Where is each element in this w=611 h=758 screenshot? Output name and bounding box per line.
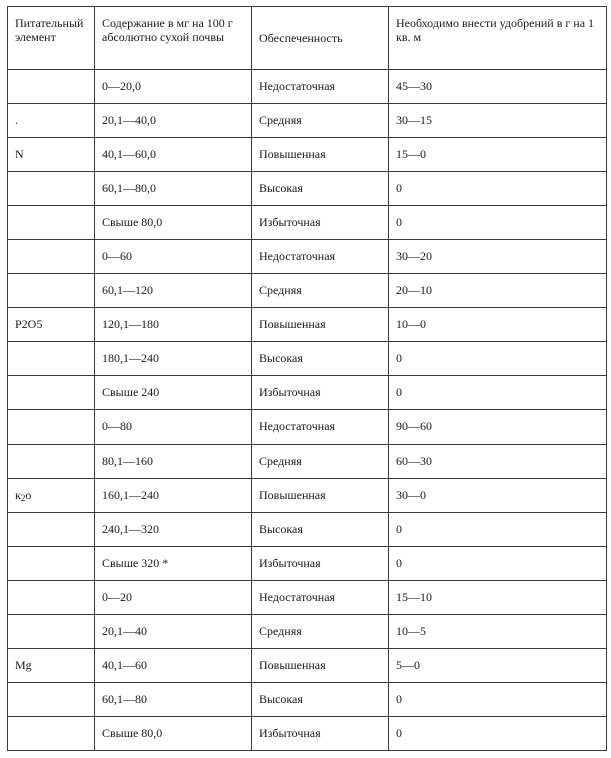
supply-cell: Недостаточная xyxy=(252,410,389,444)
fertilizer-cell: 0 xyxy=(389,682,607,716)
header-fertilizer: Необходимо внести удобрений в г на 1 кв. м xyxy=(389,7,607,70)
content-cell: 0—60 xyxy=(95,240,252,274)
supply-cell: Высокая xyxy=(252,682,389,716)
supply-cell: Избыточная xyxy=(252,376,389,410)
table-row xyxy=(8,580,607,614)
supply-cell: Повышенная xyxy=(252,308,389,342)
table-row xyxy=(8,240,607,274)
element-cell-p2o5: P2O5 xyxy=(8,308,95,342)
table-header xyxy=(8,7,607,70)
supply-cell: Недостаточная xyxy=(252,240,389,274)
fertilizer-cell: 0 xyxy=(389,546,607,580)
fertilizer-cell: 5—0 xyxy=(389,648,607,682)
supply-cell: Средняя xyxy=(252,104,389,138)
supply-cell: Избыточная xyxy=(252,546,389,580)
fertilizer-cell: 30—20 xyxy=(389,240,607,274)
fertilizer-cell: 0 xyxy=(389,342,607,376)
fertilizer-cell: 0 xyxy=(389,206,607,240)
element-cell xyxy=(8,682,95,716)
table-row xyxy=(8,206,607,240)
content-cell: 160,1—240 xyxy=(95,478,252,512)
k2o-k: к xyxy=(15,487,21,502)
content-cell: Свыше 320 * xyxy=(95,546,252,580)
element-cell xyxy=(8,546,95,580)
fertilizer-cell: 60—30 xyxy=(389,444,607,478)
fertilizer-cell: 0 xyxy=(389,376,607,410)
table-row xyxy=(8,444,607,478)
content-cell: 0—20 xyxy=(95,580,252,614)
supply-cell: Повышенная xyxy=(252,648,389,682)
table-row xyxy=(8,512,607,546)
supply-cell: Избыточная xyxy=(252,206,389,240)
content-cell: 20,1—40 xyxy=(95,614,252,648)
fertilizer-cell: 0 xyxy=(389,172,607,206)
element-cell xyxy=(8,580,95,614)
element-cell xyxy=(8,376,95,410)
fertilizer-cell: 30—0 xyxy=(389,478,607,512)
content-cell: 0—80 xyxy=(95,410,252,444)
table-row xyxy=(8,614,607,648)
element-cell xyxy=(8,614,95,648)
supply-cell: Средняя xyxy=(252,444,389,478)
header-row xyxy=(8,7,607,70)
table-row xyxy=(8,342,607,376)
fertilizer-cell: 30—15 xyxy=(389,104,607,138)
element-cell-k2o xyxy=(8,478,95,512)
element-cell xyxy=(8,716,95,750)
fertilizer-cell: 15—0 xyxy=(389,138,607,172)
element-cell xyxy=(8,512,95,546)
fertilizer-table xyxy=(7,6,607,751)
table-row xyxy=(8,376,607,410)
content-cell: 60,1—120 xyxy=(95,274,252,308)
element-cell xyxy=(8,274,95,308)
content-cell: 40,1—60,0 xyxy=(95,138,252,172)
fertilizer-cell: 0 xyxy=(389,716,607,750)
table-row xyxy=(8,70,607,104)
supply-cell: Избыточная xyxy=(252,716,389,750)
fertilizer-cell: 15—10 xyxy=(389,580,607,614)
fertilizer-cell: 20—10 xyxy=(389,274,607,308)
k2o-o: о xyxy=(25,487,32,502)
element-cell xyxy=(8,70,95,104)
content-cell: 240,1—320 xyxy=(95,512,252,546)
element-cell xyxy=(8,240,95,274)
table-row xyxy=(8,478,607,512)
table-row xyxy=(8,410,607,444)
content-cell: 120,1—180 xyxy=(95,308,252,342)
table-row xyxy=(8,274,607,308)
header-content: Содержание в мг на 100 г абсолютно сухой почвы xyxy=(95,7,252,70)
fertilizer-cell: 10—5 xyxy=(389,614,607,648)
table-row xyxy=(8,172,607,206)
fertilizer-cell: 10—0 xyxy=(389,308,607,342)
k2o-subscript: 2 xyxy=(20,492,26,503)
table-row xyxy=(8,138,607,172)
content-cell: 20,1—40,0 xyxy=(95,104,252,138)
element-cell-mg: Mg xyxy=(8,648,95,682)
content-cell: 180,1—240 xyxy=(95,342,252,376)
content-cell: Свыше 80,0 xyxy=(95,206,252,240)
supply-cell: Средняя xyxy=(252,274,389,308)
element-cell: . xyxy=(8,104,95,138)
supply-cell: Средняя xyxy=(252,614,389,648)
table-row xyxy=(8,716,607,750)
supply-cell: Высокая xyxy=(252,172,389,206)
supply-cell: Высокая xyxy=(252,512,389,546)
fertilizer-cell: 90—60 xyxy=(389,410,607,444)
content-cell: Свыше 80,0 xyxy=(95,716,252,750)
content-cell: Свыше 240 xyxy=(95,376,252,410)
content-cell: 0—20,0 xyxy=(95,70,252,104)
supply-cell: Повышенная xyxy=(252,478,389,512)
element-cell xyxy=(8,444,95,478)
table-row xyxy=(8,104,607,138)
header-element: Питательный элемент xyxy=(8,7,95,70)
element-cell xyxy=(8,410,95,444)
table-row xyxy=(8,682,607,716)
table-row xyxy=(8,648,607,682)
element-cell xyxy=(8,342,95,376)
supply-cell: Высокая xyxy=(252,342,389,376)
element-cell-n: N xyxy=(8,138,95,172)
fertilizer-cell: 0 xyxy=(389,512,607,546)
supply-cell: Повышенная xyxy=(252,138,389,172)
supply-cell: Недостаточная xyxy=(252,580,389,614)
table-body xyxy=(8,70,607,751)
fertilizer-cell: 45—30 xyxy=(389,70,607,104)
header-supply: Обеспеченность xyxy=(252,7,389,70)
element-cell xyxy=(8,206,95,240)
table-row xyxy=(8,308,607,342)
supply-cell: Недостаточная xyxy=(252,70,389,104)
element-cell xyxy=(8,172,95,206)
content-cell: 60,1—80,0 xyxy=(95,172,252,206)
content-cell: 60,1—80 xyxy=(95,682,252,716)
table-row xyxy=(8,546,607,580)
content-cell: 80,1—160 xyxy=(95,444,252,478)
content-cell: 40,1—60 xyxy=(95,648,252,682)
